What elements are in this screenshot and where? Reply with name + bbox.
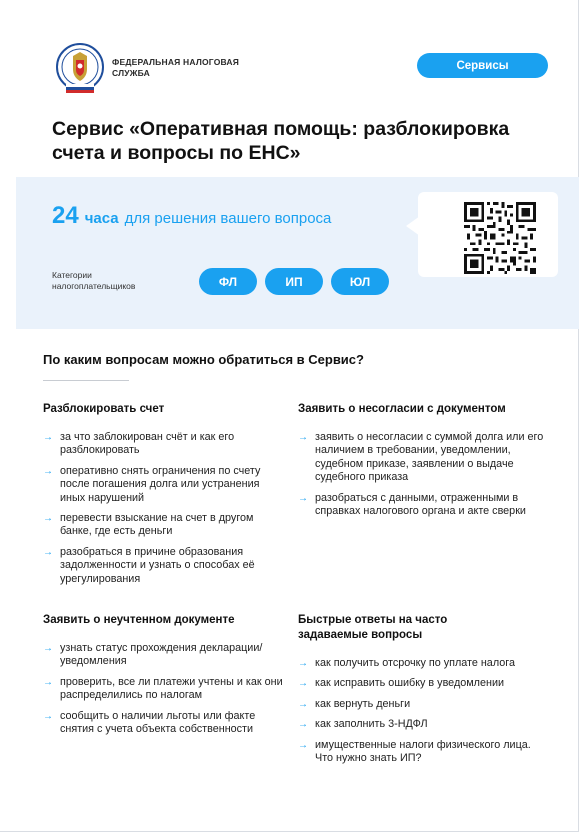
section-unblock-account: [43, 402, 283, 593]
list-item-text: имущественные налоги физического лица. Что нужно знать ИП?: [315, 738, 531, 765]
arrow-right-icon: →: [298, 432, 308, 443]
section-title: Заявить о несогласии с документом: [298, 403, 506, 415]
arrow-right-icon: →: [43, 643, 53, 654]
list-item-text: как вернуть деньги: [315, 697, 411, 710]
list-item-text: как заполнить 3-НДФЛ: [315, 718, 428, 731]
hours-unit: часа: [84, 210, 119, 227]
categories-label: Категории налогоплательщиков: [52, 270, 136, 291]
list-item-text: разобраться в причине образования задолженности и узнать о способах её урегулирования: [60, 545, 255, 585]
item-list: [298, 657, 548, 765]
list-item: [298, 431, 548, 485]
list-item-text: оперативно снять ограничения по счету после погашения долга или устранения иных нарушений: [60, 464, 261, 504]
list-item: [298, 657, 548, 670]
section-unaccounted-document: [43, 613, 283, 743]
arrow-right-icon: →: [298, 492, 308, 504]
list-item-text: узнать статус прохождения декларации/уведомления: [60, 642, 263, 668]
list-item: [43, 465, 283, 505]
services-button[interactable]: Сервисы: [417, 53, 548, 78]
arrow-right-icon: →: [298, 739, 308, 751]
arrow-right-icon: →: [298, 678, 308, 690]
list-item-text: заявить о несогласии с суммой долга или его наличием в требовании, уведомлении, судебном приказе, заявлении о выдаче судебного приказа: [315, 431, 544, 484]
list-item-text: проверить, все ли платежи учтены и как они распределились по налогам: [60, 675, 283, 702]
list-item: [43, 642, 283, 669]
list-item: [298, 718, 548, 731]
section-faq: [298, 613, 548, 772]
list-item: [298, 492, 548, 519]
category-pill-fl[interactable]: ФЛ: [199, 268, 257, 295]
arrow-right-icon: →: [298, 719, 308, 731]
section-title: Разблокировать счет: [43, 403, 165, 415]
arrow-right-icon: →: [43, 710, 53, 722]
list-item: [43, 512, 283, 539]
list-item-text: разобраться с данными, отраженными в справках налогового органа и акте сверки: [315, 491, 526, 518]
list-item: [43, 676, 283, 703]
fns-emblem-logo: [56, 42, 104, 94]
section-title: Быстрые ответы на часто задаваемые вопросы: [298, 614, 448, 641]
list-item: [298, 698, 548, 711]
list-item-text: как получить отсрочку по уплате налога: [315, 657, 515, 669]
arrow-right-icon: →: [298, 698, 308, 710]
list-item: [298, 677, 548, 690]
list-item-text: перевести взыскание на счет в другом банке, где есть деньги: [60, 512, 254, 538]
hours-number: 24: [52, 202, 79, 229]
item-list: [43, 642, 283, 736]
item-list: [43, 431, 283, 586]
category-pills: [199, 268, 389, 295]
arrow-right-icon: →: [43, 465, 53, 477]
arrow-right-icon: →: [43, 676, 53, 688]
section-title: Заявить о неучтенном документе: [43, 614, 235, 626]
category-pill-yul[interactable]: ЮЛ: [331, 268, 389, 295]
qr-code-icon[interactable]: [462, 202, 538, 274]
section-subheading: По каким вопросам можно обратиться в Сервис?: [43, 352, 364, 367]
arrow-right-icon: →: [43, 546, 53, 558]
arrow-right-icon: →: [298, 658, 308, 669]
org-name: ФЕДЕРАЛЬНАЯ НАЛОГОВАЯ СЛУЖБА: [112, 57, 240, 78]
hours-text: для решения вашего вопроса: [124, 210, 332, 227]
hours-line: [52, 202, 331, 230]
divider: [43, 380, 129, 381]
list-item-text: за что заблокирован счёт и как его разблокировать: [60, 431, 235, 457]
list-item-text: как исправить ошибку в уведомлении: [315, 677, 505, 690]
item-list: [298, 431, 548, 518]
list-item: [43, 546, 283, 586]
arrow-right-icon: →: [43, 432, 53, 443]
category-pill-ip[interactable]: ИП: [265, 268, 323, 295]
list-item: [43, 431, 283, 458]
arrow-right-icon: →: [43, 513, 53, 525]
page-title: Сервис «Оперативная помощь: разблокировка счета и вопросы по ЕНС»: [52, 118, 510, 164]
section-disagreement: [298, 402, 548, 525]
list-item: [43, 710, 283, 737]
list-item-text: сообщить о наличии льготы или факте снятия с учета объекта собственности: [60, 709, 256, 736]
list-item: [298, 739, 548, 766]
